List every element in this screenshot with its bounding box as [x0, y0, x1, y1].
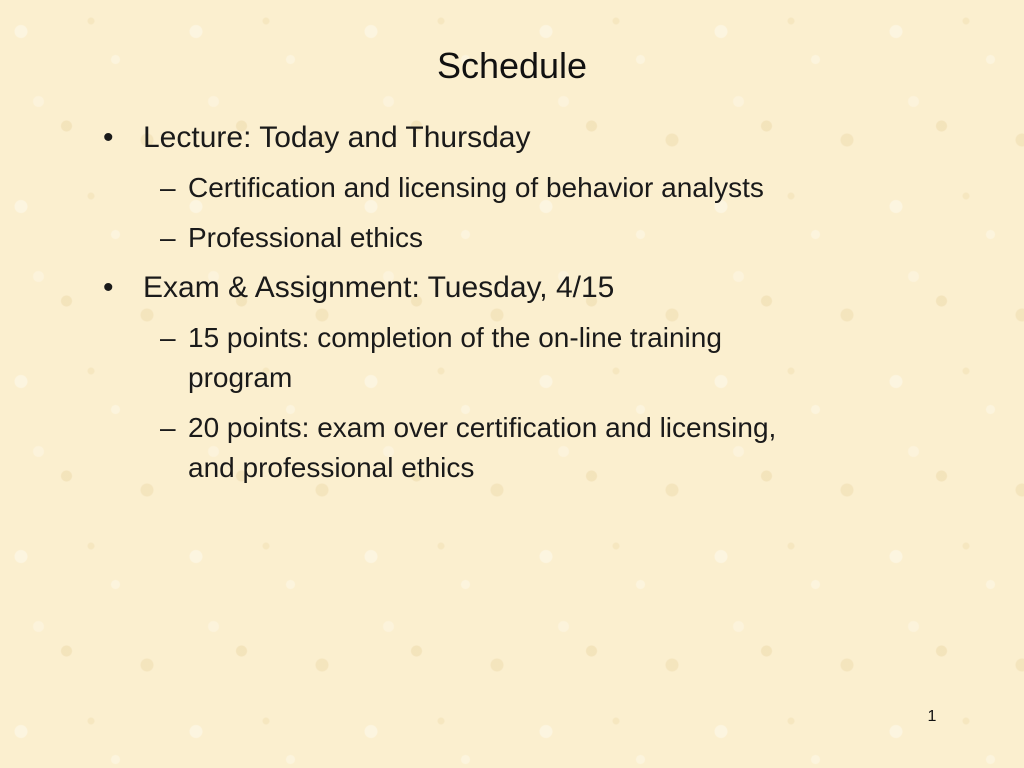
sub-item-ethics [0, 218, 788, 258]
sub-item-text: 20 points: exam over certification and licensing, and professional ethics [188, 412, 777, 483]
bullet-text: Exam & Assignment: Tuesday, 4/15 [143, 271, 615, 304]
bullet-text: Lecture: Today and Thursday [143, 121, 531, 154]
sub-item-text: Professional ethics [188, 222, 424, 253]
sub-item-certification [0, 168, 788, 208]
dash-marker: – [160, 222, 176, 253]
sub-item-text: 15 points: completion of the on-line training program [188, 322, 722, 393]
sub-item-text: Certification and licensing of behavior analysts [188, 172, 764, 203]
sub-item-training-points [0, 318, 788, 398]
dash-marker: – [160, 172, 176, 203]
slide-title: Schedule [436, 45, 588, 86]
dash-marker: – [160, 412, 176, 443]
slide-content [0, 118, 1024, 498]
bullet-item-lecture [0, 118, 783, 158]
bullet-item-exam [0, 268, 783, 308]
sub-item-exam-points [0, 408, 788, 488]
bullet-marker: • [103, 121, 114, 154]
page-number: 1 [927, 708, 937, 725]
bullet-marker: • [103, 271, 114, 304]
dash-marker: – [160, 322, 176, 353]
